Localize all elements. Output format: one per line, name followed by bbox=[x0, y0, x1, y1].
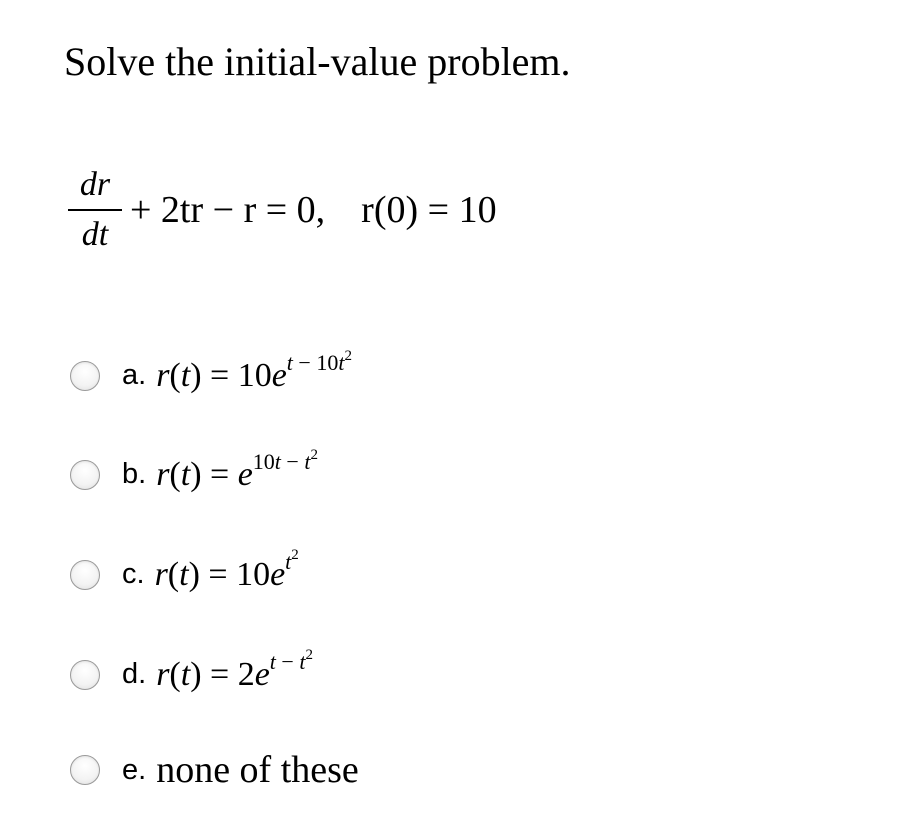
initial-condition: r(0) = 10 bbox=[361, 189, 497, 231]
fraction-denominator: dt bbox=[81, 216, 109, 253]
option-expression-c: $r(t) = 10e^{t^2}$ bbox=[154, 547, 299, 593]
option-expression-a: $r(t) = 10e^{t - 10t^2}$ bbox=[156, 348, 352, 394]
equation-rest: + 2tr − r = 0, bbox=[130, 189, 326, 231]
radio-button-b[interactable] bbox=[70, 460, 100, 490]
answer-option-a[interactable] bbox=[70, 348, 352, 395]
radio-button-e[interactable] bbox=[70, 755, 100, 785]
option-letter-c: c. bbox=[122, 558, 145, 590]
option-letter-b: b. bbox=[122, 458, 147, 490]
answer-option-c[interactable] bbox=[70, 547, 299, 594]
option-expression-e: none of these bbox=[156, 749, 359, 791]
option-letter-d: d. bbox=[122, 658, 147, 690]
radio-button-a[interactable] bbox=[70, 361, 100, 391]
fraction-numerator: dr bbox=[79, 166, 111, 203]
derivative-fraction bbox=[68, 165, 122, 255]
fraction-bar bbox=[68, 209, 122, 211]
question-prompt: Solve the initial-value problem. bbox=[64, 39, 571, 84]
option-expression-d: $r(t) = 2e^{t - t^2}$ bbox=[156, 647, 313, 693]
option-letter-a: a. bbox=[122, 359, 147, 391]
option-expression-b: $r(t) = e^{10t - t^2}$ bbox=[156, 447, 318, 493]
option-letter-e: e. bbox=[122, 753, 147, 786]
answer-option-e[interactable] bbox=[70, 748, 359, 792]
radio-button-c[interactable] bbox=[70, 560, 100, 590]
differential-equation bbox=[68, 160, 497, 260]
answer-option-b[interactable] bbox=[70, 447, 318, 494]
radio-button-d[interactable] bbox=[70, 660, 100, 690]
answer-option-d[interactable] bbox=[70, 647, 313, 694]
